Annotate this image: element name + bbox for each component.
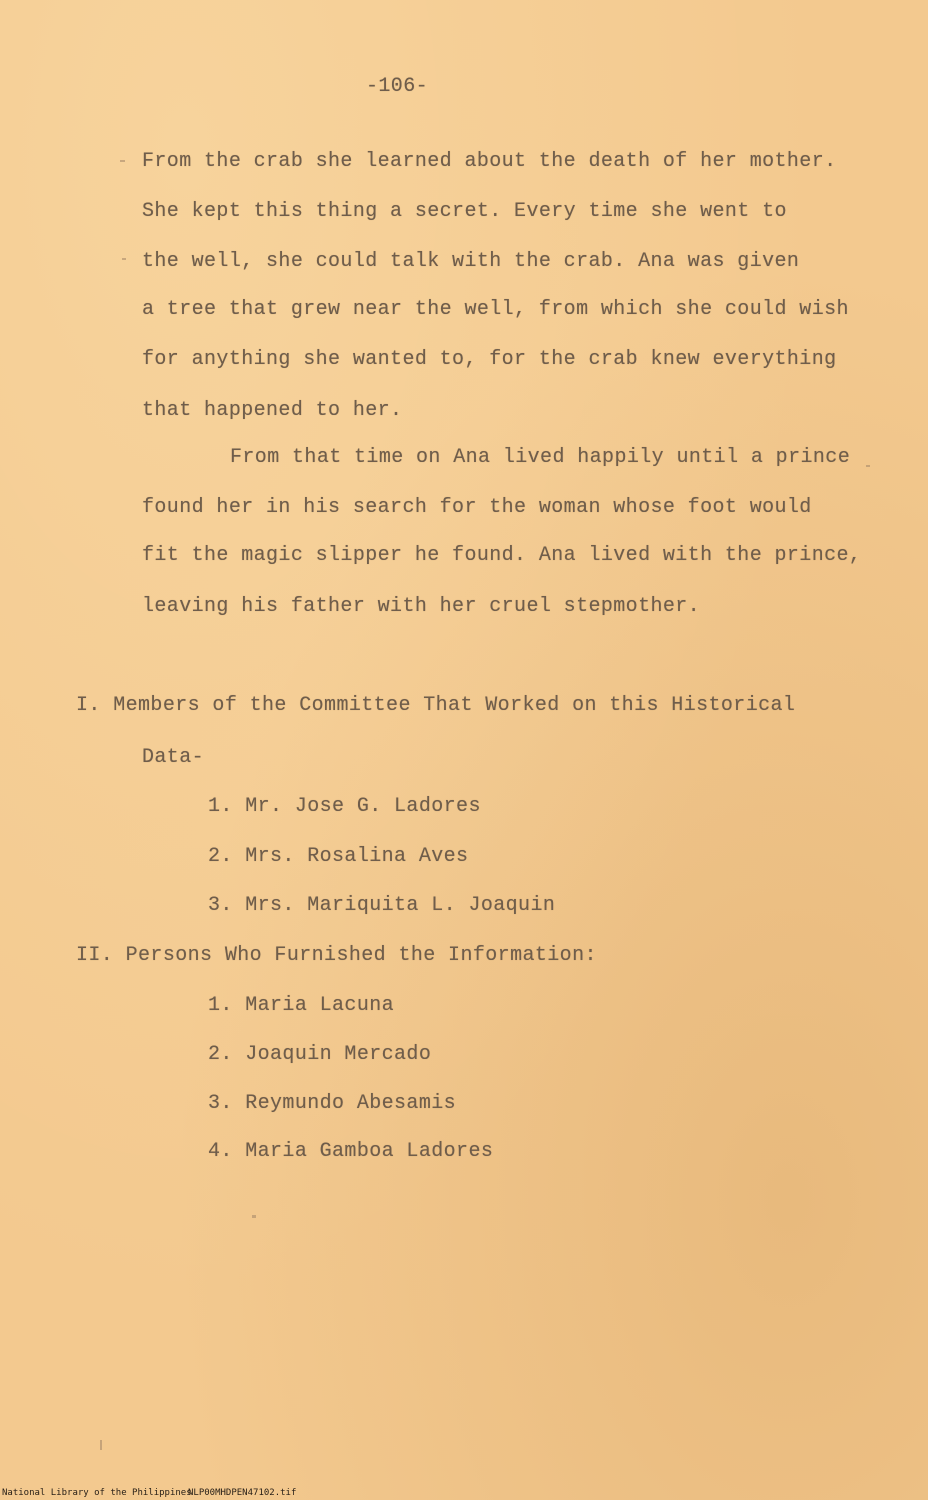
footer-library: National Library of the Philippines [2,1488,192,1498]
paper-mark [100,1440,102,1450]
committee-heading: I. Members of the Committee That Worked on this Historical [76,694,796,717]
story-line: a tree that grew near the well, from which she could wish [142,298,849,321]
committee-heading-continuation: Data- [142,746,205,769]
informant: 1. Maria Lacuna [208,994,395,1017]
story-line: found her in his search for the woman whose foot would [142,496,812,519]
story-line: fit the magic slipper he found. Ana lived with the prince, [142,544,862,567]
page-number: -106- [366,75,429,98]
story-line: She kept this thing a secret. Every time she went to [142,200,787,223]
informant: 2. Joaquin Mercado [208,1043,432,1066]
committee-member: 2. Mrs. Rosalina Aves [208,845,469,868]
committee-member: 1. Mr. Jose G. Ladores [208,795,481,818]
informants-heading: II. Persons Who Furnished the Information: [76,944,597,967]
committee-member: 3. Mrs. Mariquita L. Joaquin [208,894,556,917]
informant: 3. Reymundo Abesamis [208,1092,457,1115]
paper-mark [120,160,125,162]
informant: 4. Maria Gamboa Ladores [208,1140,494,1163]
footer-file-id: NLP00MHDPEN47102.tif [188,1488,297,1498]
story-line: for anything she wanted to, for the crab knew everything [142,348,837,371]
paper-mark [122,258,126,260]
story-line: leaving his father with her cruel stepmother. [142,595,701,618]
story-line: From that time on Ana lived happily until a prince [230,446,851,469]
story-line: the well, she could talk with the crab. Ana was given [142,250,800,273]
story-line: From the crab she learned about the death of her mother. [142,150,837,173]
story-line: that happened to her. [142,399,403,422]
paper-mark [866,465,870,467]
paper-mark [252,1215,256,1218]
